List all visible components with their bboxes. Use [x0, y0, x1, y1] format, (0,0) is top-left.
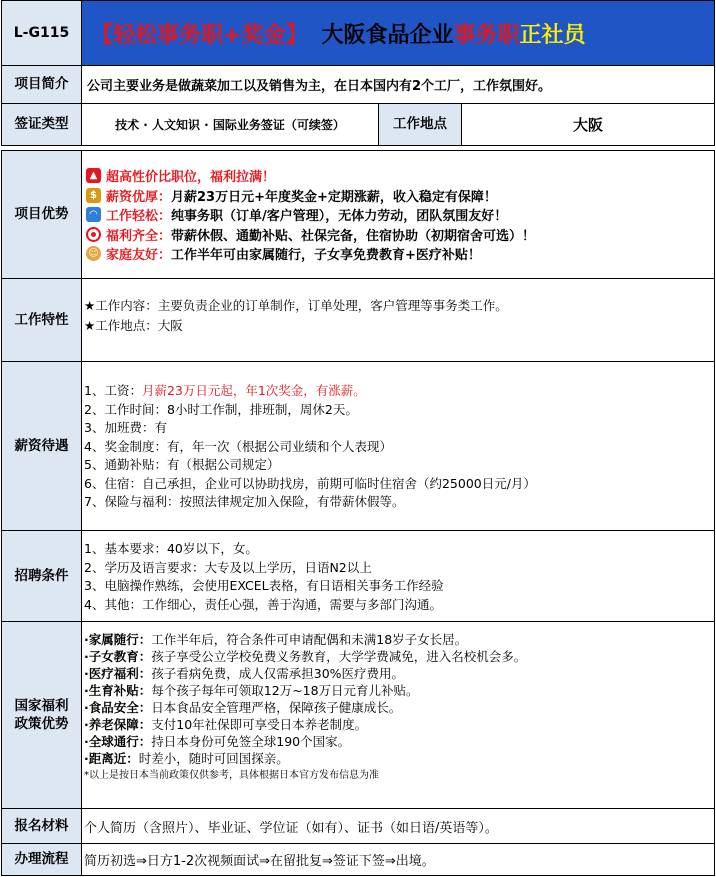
title-headline: 轻松事务职+奖金 [113, 22, 286, 48]
salary-line: 5、通勤补贴：有（根据公司规定） [84, 457, 280, 472]
fire-icon: ▲ [86, 168, 101, 183]
policy-value: 时差小，随时可回国探亲。 [138, 751, 289, 766]
header-title [82, 1, 714, 65]
features-text [84, 296, 712, 336]
advantage-item [86, 186, 711, 206]
advantage-text: 工作半年可由家属随行，子女享免费教育+医疗补贴！ [171, 248, 481, 264]
salary-label: 薪资待遇 [2, 362, 81, 530]
advantage-text: 带薪休假、通勤补贴、社保完备，住宿协助（初期宿舍可选）！ [171, 228, 536, 244]
salary-line: 6、住宿：自己承担，企业可以协助找房，前期可临时住宿舍（约25000日元/月） [84, 475, 536, 491]
policy-label-line: 政策优势 [14, 716, 69, 732]
policy-label-line: 国家福利 [14, 697, 69, 714]
policy-value: 支付10年社保即可享受日本养老制度。 [151, 717, 368, 732]
materials-label: 报名材料 [2, 809, 81, 843]
policy-item [84, 699, 712, 716]
policy-note: *以上是按日本当前政策仅供参考，具体根据日本官方发布信息为准 [84, 770, 379, 781]
policy-label [2, 622, 81, 808]
salary-line: 3、加班费：有 [84, 420, 167, 435]
policy-key: ·生育补贴： [84, 683, 152, 698]
policy-key: ·养老保障： [84, 717, 152, 732]
salary-line: 4、奖金制度：有，年一次（根据公司业绩和个人表现） [84, 438, 392, 454]
advantage-title: 超高性价比职位，福利拉满！ [106, 170, 276, 186]
recruit-line: 3、电脑操作熟练，会使用EXCEL表格，有日语相关事务工作经验 [84, 578, 444, 593]
process-label: 办理流程 [2, 844, 81, 875]
policy-text [84, 631, 712, 784]
policy-item [84, 682, 712, 699]
advantage-item [86, 225, 711, 245]
policy-value: 工作半年后，符合条件可申请配偶和未满18岁子女长居。 [151, 632, 468, 647]
title-company: 大阪食品企业 [321, 22, 454, 48]
policy-item [84, 750, 712, 767]
recruit-line: 1、基本要求：40岁以下，女。 [84, 541, 258, 556]
salary-line-prefix: 1、工资： [84, 383, 142, 398]
visa-label: 签证类型 [2, 104, 81, 145]
policy-item [84, 716, 712, 733]
salary-line [84, 382, 712, 401]
policy-item [84, 631, 712, 648]
location-value: 大阪 [572, 116, 603, 134]
family-icon: ☺ [86, 246, 101, 261]
money-bag-icon: $ [86, 188, 101, 203]
intro-text: 公司主要业务是做蔬菜加工以及销售为主，在日本国内有2个工厂，工作氛围好。 [87, 79, 552, 94]
intro-label: 项目简介 [2, 66, 81, 103]
policy-item [84, 665, 712, 682]
advantages-list [86, 166, 711, 264]
advantages-label: 项目优势 [2, 151, 81, 278]
recruit-text [84, 540, 712, 614]
advantage-text: 纯事务职（订单/客户管理），无体力劳动，团队氛围友好！ [171, 209, 508, 225]
advantage-title: 福利齐全： [106, 228, 172, 244]
policy-key: ·子女教育： [84, 649, 152, 664]
features-label: 工作特性 [2, 279, 81, 361]
policy-value: 日本食品安全管理严格，保障孩子健康成长。 [151, 700, 402, 715]
salary-text [84, 382, 712, 512]
visa-value: 技术 · 人文知识 · 国际业务签证（可续签） [115, 118, 345, 132]
process-text: 简历初选⇒日方1-2次视频面试⇒在留批复⇒签证下签⇒出境。 [84, 854, 435, 869]
target-icon [86, 227, 101, 242]
policy-key: ·全球通行： [84, 734, 152, 749]
policy-value: 持日本身份可免签全球190个国家。 [151, 734, 351, 749]
advantage-title: 薪资优厚： [106, 189, 172, 205]
policy-value: 孩子看病免费，成人仅需承担30%医疗费用。 [151, 666, 405, 681]
salary-highlight: 月薪23万日元起，年1次奖金，有涨薪。 [141, 383, 366, 398]
location-label: 工作地点 [379, 104, 461, 145]
advantage-text: 月薪23万日元+年度奖金+定期涨薪，收入稳定有保障！ [171, 189, 497, 205]
title-bracket-close: 】 [285, 22, 308, 48]
title-bracket-open: 【 [91, 22, 114, 48]
policy-item [84, 733, 712, 750]
recruit-label: 招聘条件 [2, 531, 81, 621]
policy-item [84, 648, 712, 665]
job-code: L-G115 [2, 1, 81, 65]
policy-key: ·家属随行： [84, 632, 152, 647]
salary-line: 2、工作时间：8小时工作制，排班制，周休2天。 [84, 401, 358, 417]
feature-line: ★工作地点：大阪 [84, 318, 183, 333]
recruit-line: 4、其他：工作细心，责任心强，善于沟通，需要与多部门沟通。 [84, 596, 442, 612]
title-employment: 正社员 [519, 22, 586, 48]
policy-key: ·食品安全： [84, 700, 152, 715]
materials-text: 个人简历（含照片）、毕业证、学位证（如有）、证书（如日语/英语等）。 [84, 820, 498, 836]
policy-key: ·距离近： [84, 751, 139, 766]
feature-line: ★工作内容：主要负责企业的订单制作，订单处理，客户管理等事务类工作。 [84, 298, 508, 313]
advantage-item [86, 205, 711, 225]
policy-key: ·医疗福利： [84, 666, 152, 681]
recruit-line: 2、学历及语言要求：大专及以上学历，日语N2以上 [84, 559, 372, 575]
advantage-title: 家庭友好： [106, 248, 172, 264]
policy-value: 每个孩子每年可领取12万~18万日元育儿补贴。 [151, 683, 419, 698]
advantage-title: 工作轻松： [106, 209, 172, 225]
rainbow-icon: ◠ [86, 207, 101, 222]
salary-line: 7、保险与福利：按照法律规定加入保险，有带薪休假等。 [84, 494, 405, 509]
advantage-item [86, 244, 711, 264]
title-job: 事务职 [453, 22, 520, 48]
policy-value: 孩子享受公立学校免费义务教育，大学学费减免，进入名校机会多。 [151, 649, 527, 664]
advantage-item [86, 166, 711, 186]
